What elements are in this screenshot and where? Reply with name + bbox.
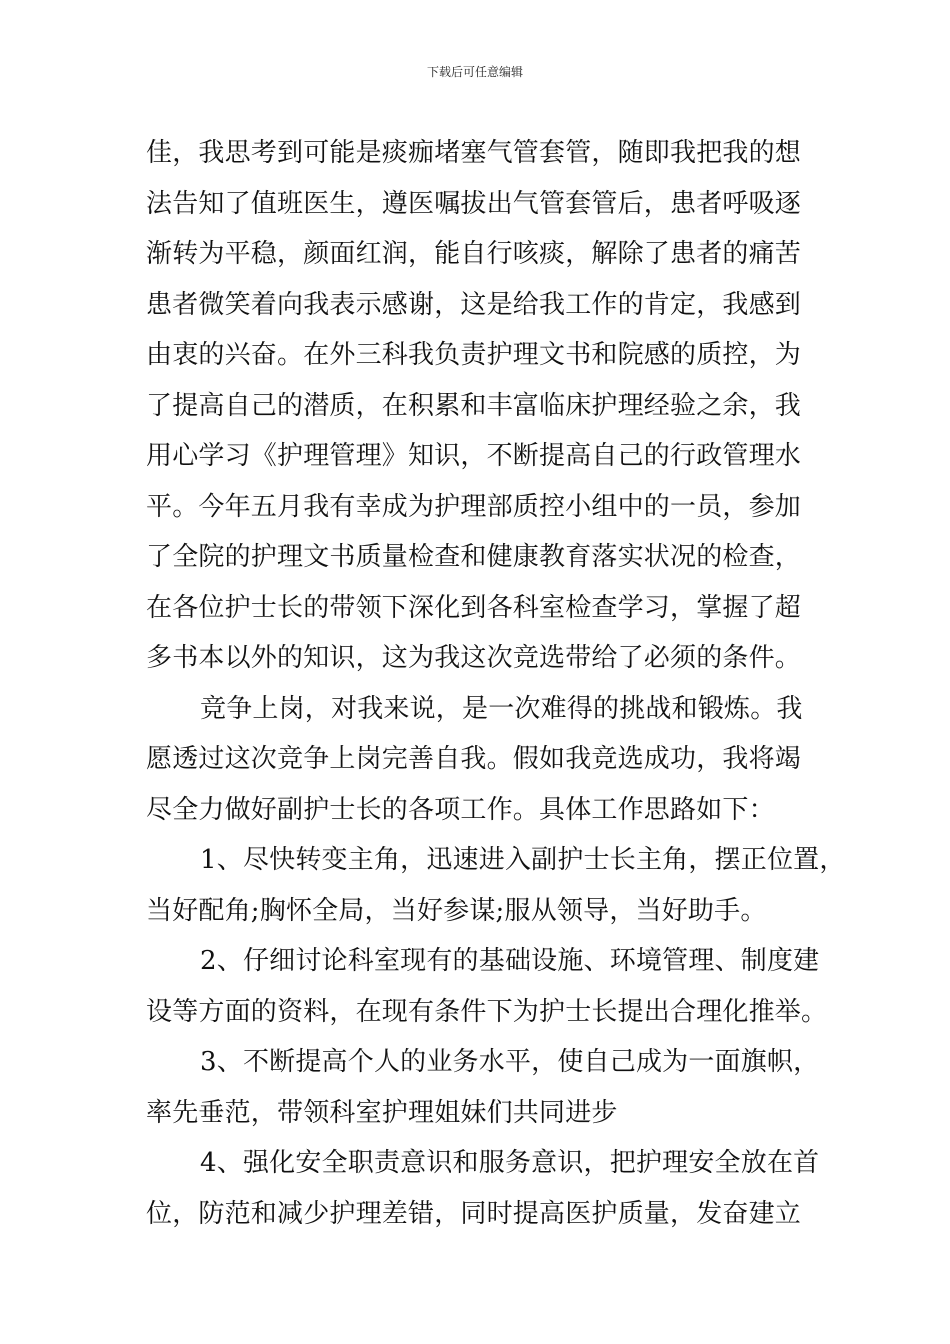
text-line: 设等方面的资料，在现有条件下为护士长提出合理化推举。 [146, 996, 828, 1027]
text-line: 在各位护士长的带领下深化到各科室检查学习，掌握了超 [146, 592, 802, 623]
page-header: 下载后可任意编辑 [426, 65, 523, 79]
text-line: 当好配角;胸怀全局，当好参谋;服从领导，当好助手。 [146, 895, 767, 926]
text-line: 渐转为平稳，颜面红润，能自行咳痰，解除了患者的痛苦 [146, 239, 802, 269]
text-line: 4、强化安全职责意识和服务意识，把护理安全放在首 [200, 1148, 820, 1178]
text-line: 患者微笑着向我表示感谢，这是给我工作的肯定，我感到 [146, 289, 802, 320]
document-body [146, 128, 846, 1239]
text-line: 用心学习《护理管理》知识，不断提高自己的行政管理水 [146, 441, 802, 471]
text-line: 率先垂范，带领科室护理姐妹们共同进步 [146, 1097, 618, 1128]
text-line: 3、不断提高个人的业务水平，使自己成为一面旗帜， [200, 1047, 820, 1077]
text-line: 法告知了值班医生，遵医嘱拔出气管套管后，患者呼吸逐 [146, 188, 802, 219]
text-line: 位，防范和减少护理差错，同时提高医护质量，发奋建立 [146, 1198, 802, 1229]
text-line: 平。今年五月我有幸成为护理部质控小组中的一员，参加 [146, 491, 802, 522]
text-line: 愿透过这次竞争上岗完善自我。假如我竞选成功，我将竭 [146, 744, 802, 774]
text-line: 了全院的护理文书质量检查和健康教育落实状况的检查， [146, 542, 802, 572]
text-line: 由衷的兴奋。在外三科我负责护理文书和院感的质控，为 [146, 340, 802, 370]
text-line: 多书本以外的知识，这为我这次竞选带给了必须的条件。 [146, 643, 802, 673]
text-line: 了提高自己的潜质，在积累和丰富临床护理经验之余，我 [146, 390, 802, 421]
text-line: 竞争上岗，对我来说，是一次难得的挑战和锻炼。我 [200, 693, 803, 724]
text-line: 2、仔细讨论科室现有的基础设施、环境管理、制度建 [200, 946, 820, 976]
text-line: 尽全力做好副护士长的各项工作。具体工作思路如下： [146, 794, 775, 825]
text-line: 1、尽快转变主角，迅速进入副护士长主角，摆正位置， [200, 845, 846, 875]
text-line: 佳，我思考到可能是痰痂堵塞气管套管，随即我把我的想 [146, 138, 802, 168]
